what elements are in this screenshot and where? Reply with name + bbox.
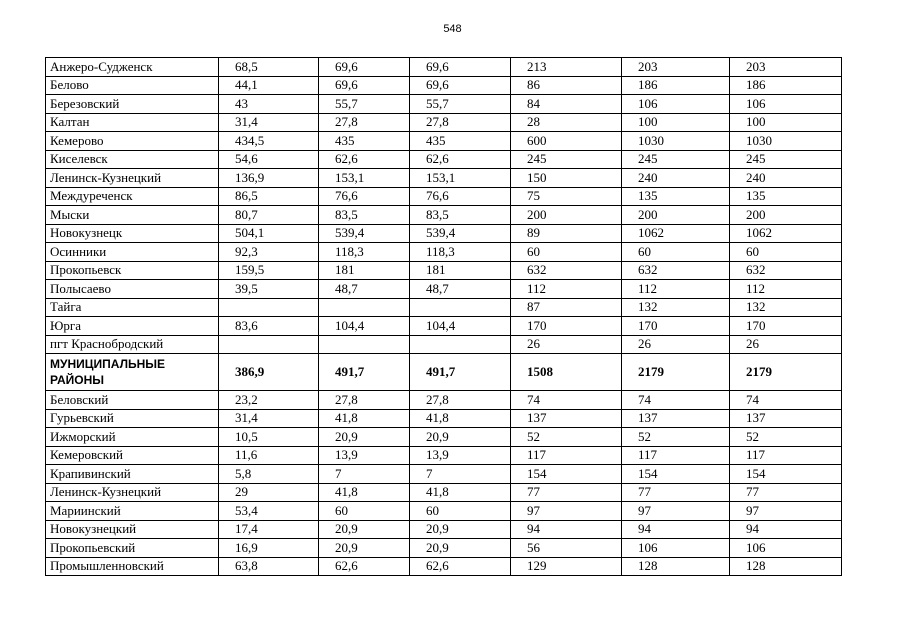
value-cell: 136,9 <box>219 169 319 188</box>
section-title-cell: МУНИЦИПАЛЬНЫЕ РАЙОНЫ <box>46 354 219 391</box>
value-cell: 5,8 <box>219 465 319 484</box>
value-cell: 137 <box>622 409 730 428</box>
value-cell: 1508 <box>511 354 622 391</box>
value-cell: 117 <box>511 446 622 465</box>
value-cell: 159,5 <box>219 261 319 280</box>
row-name-cell: Новокузнецкий <box>46 520 219 539</box>
row-name-cell: Березовский <box>46 95 219 114</box>
value-cell: 132 <box>622 298 730 317</box>
value-cell: 106 <box>730 95 842 114</box>
value-cell: 55,7 <box>410 95 511 114</box>
value-cell: 56 <box>511 539 622 558</box>
value-cell: 60 <box>622 243 730 262</box>
value-cell: 128 <box>622 557 730 576</box>
value-cell: 491,7 <box>410 354 511 391</box>
value-cell: 86,5 <box>219 187 319 206</box>
row-name-cell: Белово <box>46 76 219 95</box>
value-cell: 203 <box>622 58 730 77</box>
value-cell <box>410 298 511 317</box>
page-number: 548 <box>443 23 462 35</box>
value-cell: 1030 <box>730 132 842 151</box>
row-name-cell: Крапивинский <box>46 465 219 484</box>
value-cell: 26 <box>511 335 622 354</box>
value-cell: 74 <box>511 391 622 410</box>
value-cell: 240 <box>730 169 842 188</box>
value-cell: 41,8 <box>319 409 410 428</box>
value-cell: 69,6 <box>319 76 410 95</box>
value-cell: 200 <box>511 206 622 225</box>
table-row <box>46 150 842 169</box>
row-name-cell: Беловский <box>46 391 219 410</box>
value-cell: 434,5 <box>219 132 319 151</box>
value-cell: 20,9 <box>319 520 410 539</box>
value-cell: 55,7 <box>319 95 410 114</box>
value-cell: 74 <box>622 391 730 410</box>
row-name-cell: Тайга <box>46 298 219 317</box>
row-name-cell: Киселевск <box>46 150 219 169</box>
value-cell: 41,8 <box>319 483 410 502</box>
value-cell: 77 <box>622 483 730 502</box>
value-cell: 632 <box>622 261 730 280</box>
value-cell: 240 <box>622 169 730 188</box>
value-cell: 153,1 <box>410 169 511 188</box>
value-cell: 97 <box>622 502 730 521</box>
value-cell: 10,5 <box>219 428 319 447</box>
value-cell: 76,6 <box>410 187 511 206</box>
value-cell: 77 <box>730 483 842 502</box>
value-cell: 87 <box>511 298 622 317</box>
value-cell: 203 <box>730 58 842 77</box>
value-cell: 181 <box>410 261 511 280</box>
value-cell: 386,9 <box>219 354 319 391</box>
value-cell: 1030 <box>622 132 730 151</box>
value-cell: 27,8 <box>410 113 511 132</box>
row-name-cell: пгт Краснобродский <box>46 335 219 354</box>
value-cell: 92,3 <box>219 243 319 262</box>
value-cell: 112 <box>730 280 842 299</box>
value-cell: 20,9 <box>319 539 410 558</box>
row-name-cell: Ленинск-Кузнецкий <box>46 169 219 188</box>
table-row <box>46 391 842 410</box>
value-cell: 1062 <box>622 224 730 243</box>
value-cell: 117 <box>622 446 730 465</box>
value-cell: 435 <box>410 132 511 151</box>
value-cell: 435 <box>319 132 410 151</box>
table-row <box>46 446 842 465</box>
value-cell: 100 <box>730 113 842 132</box>
value-cell: 83,6 <box>219 317 319 336</box>
table-row <box>46 187 842 206</box>
value-cell: 137 <box>730 409 842 428</box>
value-cell: 20,9 <box>410 539 511 558</box>
row-name-cell: Междуреченск <box>46 187 219 206</box>
value-cell: 170 <box>622 317 730 336</box>
row-name-cell: Юрга <box>46 317 219 336</box>
row-name-cell: Кемеровский <box>46 446 219 465</box>
table-row <box>46 169 842 188</box>
table-row <box>46 206 842 225</box>
value-cell <box>219 298 319 317</box>
value-cell: 20,9 <box>410 428 511 447</box>
value-cell <box>319 335 410 354</box>
value-cell: 69,6 <box>410 58 511 77</box>
value-cell: 112 <box>622 280 730 299</box>
value-cell: 41,8 <box>410 483 511 502</box>
table-row <box>46 95 842 114</box>
value-cell: 28 <box>511 113 622 132</box>
value-cell: 153,1 <box>319 169 410 188</box>
table-row <box>46 483 842 502</box>
value-cell: 200 <box>730 206 842 225</box>
value-cell: 77 <box>511 483 622 502</box>
table-row <box>46 58 842 77</box>
table-row <box>46 76 842 95</box>
data-table <box>45 57 842 576</box>
table-row <box>46 298 842 317</box>
row-name-cell: Кемерово <box>46 132 219 151</box>
value-cell: 104,4 <box>410 317 511 336</box>
value-cell: 106 <box>622 539 730 558</box>
value-cell: 94 <box>511 520 622 539</box>
value-cell: 13,9 <box>410 446 511 465</box>
value-cell: 52 <box>730 428 842 447</box>
row-name-cell: Осинники <box>46 243 219 262</box>
value-cell: 44,1 <box>219 76 319 95</box>
value-cell: 100 <box>622 113 730 132</box>
value-cell: 154 <box>730 465 842 484</box>
value-cell: 23,2 <box>219 391 319 410</box>
value-cell: 60 <box>410 502 511 521</box>
value-cell <box>219 335 319 354</box>
value-cell: 504,1 <box>219 224 319 243</box>
value-cell: 106 <box>730 539 842 558</box>
section-row <box>46 354 842 391</box>
value-cell: 132 <box>730 298 842 317</box>
value-cell: 62,6 <box>410 150 511 169</box>
value-cell: 97 <box>730 502 842 521</box>
value-cell: 7 <box>319 465 410 484</box>
value-cell: 62,6 <box>410 557 511 576</box>
value-cell: 186 <box>730 76 842 95</box>
value-cell: 76,6 <box>319 187 410 206</box>
value-cell: 94 <box>730 520 842 539</box>
value-cell: 60 <box>511 243 622 262</box>
row-name-cell: Мариинский <box>46 502 219 521</box>
value-cell: 170 <box>730 317 842 336</box>
row-name-cell: Промышленновский <box>46 557 219 576</box>
value-cell: 1062 <box>730 224 842 243</box>
value-cell: 26 <box>730 335 842 354</box>
value-cell: 29 <box>219 483 319 502</box>
value-cell: 200 <box>622 206 730 225</box>
value-cell: 2179 <box>622 354 730 391</box>
value-cell: 13,9 <box>319 446 410 465</box>
row-name-cell: Мыски <box>46 206 219 225</box>
value-cell: 27,8 <box>319 391 410 410</box>
value-cell <box>410 335 511 354</box>
value-cell: 52 <box>622 428 730 447</box>
value-cell: 632 <box>730 261 842 280</box>
value-cell: 491,7 <box>319 354 410 391</box>
value-cell: 20,9 <box>319 428 410 447</box>
value-cell: 245 <box>511 150 622 169</box>
value-cell: 245 <box>730 150 842 169</box>
value-cell: 27,8 <box>410 391 511 410</box>
row-name-cell: Гурьевский <box>46 409 219 428</box>
value-cell: 181 <box>319 261 410 280</box>
table-row <box>46 261 842 280</box>
value-cell: 54,6 <box>219 150 319 169</box>
value-cell: 86 <box>511 76 622 95</box>
value-cell: 632 <box>511 261 622 280</box>
value-cell: 89 <box>511 224 622 243</box>
value-cell: 53,4 <box>219 502 319 521</box>
value-cell: 97 <box>511 502 622 521</box>
value-cell: 84 <box>511 95 622 114</box>
value-cell: 62,6 <box>319 150 410 169</box>
value-cell: 118,3 <box>410 243 511 262</box>
value-cell: 135 <box>730 187 842 206</box>
row-name-cell: Ижморский <box>46 428 219 447</box>
value-cell: 39,5 <box>219 280 319 299</box>
value-cell: 74 <box>730 391 842 410</box>
value-cell: 16,9 <box>219 539 319 558</box>
table-row <box>46 502 842 521</box>
value-cell: 137 <box>511 409 622 428</box>
value-cell: 31,4 <box>219 409 319 428</box>
value-cell: 154 <box>622 465 730 484</box>
table-row <box>46 243 842 262</box>
table-row <box>46 224 842 243</box>
value-cell: 60 <box>730 243 842 262</box>
table-row <box>46 428 842 447</box>
value-cell: 104,4 <box>319 317 410 336</box>
value-cell: 154 <box>511 465 622 484</box>
value-cell: 539,4 <box>319 224 410 243</box>
value-cell: 118,3 <box>319 243 410 262</box>
row-name-cell: Калтан <box>46 113 219 132</box>
value-cell: 48,7 <box>319 280 410 299</box>
value-cell: 41,8 <box>410 409 511 428</box>
value-cell: 150 <box>511 169 622 188</box>
value-cell: 112 <box>511 280 622 299</box>
table-row <box>46 539 842 558</box>
value-cell: 75 <box>511 187 622 206</box>
value-cell: 129 <box>511 557 622 576</box>
value-cell: 20,9 <box>410 520 511 539</box>
table-row <box>46 409 842 428</box>
row-name-cell: Анжеро-Судженск <box>46 58 219 77</box>
value-cell: 245 <box>622 150 730 169</box>
value-cell: 48,7 <box>410 280 511 299</box>
row-name-cell: Новокузнецк <box>46 224 219 243</box>
value-cell: 68,5 <box>219 58 319 77</box>
row-name-cell: Ленинск-Кузнецкий <box>46 483 219 502</box>
value-cell: 186 <box>622 76 730 95</box>
value-cell: 69,6 <box>410 76 511 95</box>
value-cell: 52 <box>511 428 622 447</box>
table-row <box>46 317 842 336</box>
value-cell: 94 <box>622 520 730 539</box>
table-row <box>46 335 842 354</box>
table-row <box>46 465 842 484</box>
value-cell: 135 <box>622 187 730 206</box>
value-cell: 63,8 <box>219 557 319 576</box>
value-cell: 2179 <box>730 354 842 391</box>
value-cell: 170 <box>511 317 622 336</box>
row-name-cell: Прокопьевск <box>46 261 219 280</box>
table-row <box>46 132 842 151</box>
value-cell: 128 <box>730 557 842 576</box>
value-cell: 62,6 <box>319 557 410 576</box>
value-cell: 83,5 <box>319 206 410 225</box>
value-cell: 60 <box>319 502 410 521</box>
value-cell: 539,4 <box>410 224 511 243</box>
value-cell: 7 <box>410 465 511 484</box>
table-row <box>46 557 842 576</box>
value-cell: 31,4 <box>219 113 319 132</box>
value-cell: 213 <box>511 58 622 77</box>
row-name-cell: Прокопьевский <box>46 539 219 558</box>
table-row <box>46 113 842 132</box>
row-name-cell: Полысаево <box>46 280 219 299</box>
value-cell: 83,5 <box>410 206 511 225</box>
value-cell: 43 <box>219 95 319 114</box>
value-cell: 26 <box>622 335 730 354</box>
value-cell <box>319 298 410 317</box>
table-row <box>46 520 842 539</box>
value-cell: 117 <box>730 446 842 465</box>
value-cell: 80,7 <box>219 206 319 225</box>
table-row <box>46 280 842 299</box>
value-cell: 17,4 <box>219 520 319 539</box>
value-cell: 69,6 <box>319 58 410 77</box>
value-cell: 27,8 <box>319 113 410 132</box>
value-cell: 11,6 <box>219 446 319 465</box>
value-cell: 106 <box>622 95 730 114</box>
value-cell: 600 <box>511 132 622 151</box>
